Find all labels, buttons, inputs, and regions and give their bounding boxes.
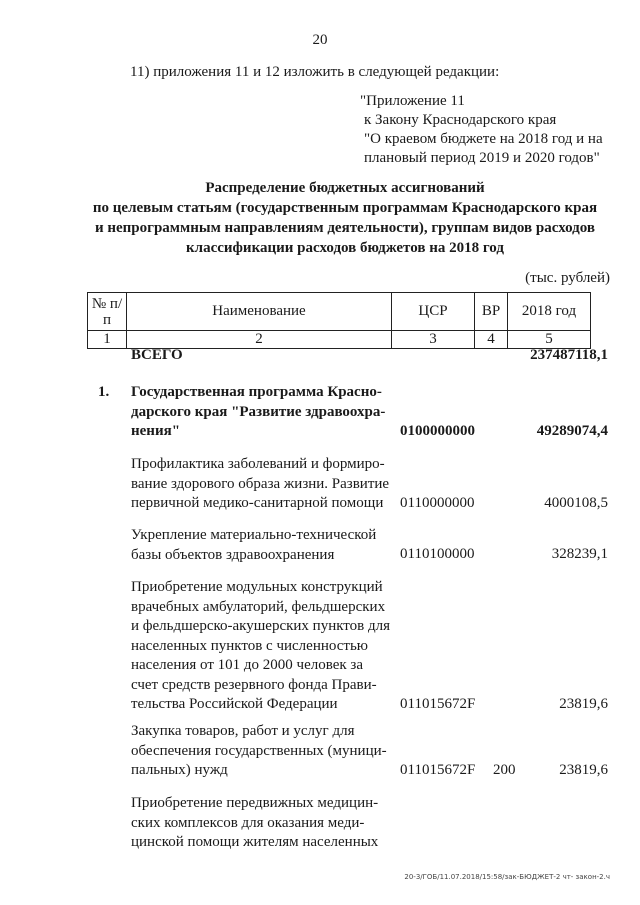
row-name-line: населения от 101 до 2000 человек за [131, 657, 363, 673]
row-number: 1. [98, 384, 110, 400]
row-value: 23819,6 [559, 696, 608, 712]
row-value: 4000108,5 [544, 495, 608, 511]
table-header [87, 292, 591, 349]
row-csr: 011015672F [400, 762, 476, 778]
title-line: классификации расходов бюджетов на 2018 год [186, 240, 504, 256]
appendix-line: "Приложение 11 [360, 93, 465, 109]
header-vr: ВР [475, 293, 508, 331]
row-value: 328239,1 [551, 546, 608, 562]
header-name: Наименование [127, 293, 392, 331]
total-value: 237487118,1 [530, 347, 608, 363]
row-name [131, 578, 393, 715]
row-name-line: Государственная программа Красно- [131, 384, 382, 400]
appendix-line: к Закону Краснодарского края [364, 112, 557, 128]
appendix-line: "О краевом бюджете на 2018 год и на [364, 131, 603, 147]
row-name-line: врачебных амбулаторий, фельдшерских [131, 598, 386, 615]
row-csr: 011015672F [400, 696, 476, 712]
row-value: 49289074,4 [536, 423, 608, 439]
row-csr: 0110100000 [400, 546, 475, 562]
row-name-line: и фельдшерско-акушерских пунктов для [131, 618, 391, 634]
row-name-line: Закупка товаров, работ и услуг для [131, 723, 355, 739]
document-title [90, 178, 600, 258]
col-number: 3 [392, 331, 475, 349]
row-name [131, 455, 393, 514]
title-line: по целевым статьям (государственным программам Краснодарского края [92, 200, 598, 216]
col-number: 5 [508, 331, 591, 349]
row-name-line: населенных пунктов с численностью [131, 637, 369, 654]
row-csr: 0100000000 [400, 423, 475, 439]
row-name-line: пальных) нужд [131, 762, 228, 778]
row-name-line: Приобретение передвижных медицин- [131, 795, 379, 811]
row-csr: 0110000000 [400, 495, 475, 511]
row-name-line: Приобретение модульных конструкций [131, 579, 383, 595]
header-year: 2018 год [508, 293, 591, 331]
row-name-line: вание здорового образа жизни. Развитие [131, 475, 390, 492]
row-name [131, 794, 393, 853]
row-name-line: тельства Российской Федерации [131, 696, 338, 712]
row-name-line: счет средств резервного фонда Прави- [131, 676, 377, 693]
row-value: 23819,6 [559, 762, 608, 778]
header-no: № п/п [88, 293, 127, 331]
appendix-line: плановый период 2019 и 2020 годов" [364, 150, 600, 166]
title-line: и непрограммным направлениям деятельности), группам видов расходов [94, 220, 596, 236]
row-name-line: ских комплексов для оказания меди- [131, 814, 365, 831]
row-name-line: дарского края "Развитие здравоохра- [131, 403, 386, 420]
row-name [131, 526, 393, 565]
page-number: 20 [312, 32, 328, 48]
footer-stamp: 20-3/ГОБ/11.07.2018/15:58/зак-БЮДЖЕТ-2 чт- закон-2.ч [404, 873, 610, 881]
title-line: Распределение бюджетных ассигнований [205, 180, 485, 196]
row-name-line: первичной медико-санитарной помощи [131, 495, 384, 511]
row-name-line: нения" [131, 423, 181, 439]
col-number: 2 [127, 331, 392, 349]
row-name-line: базы объектов здравоохранения [131, 546, 335, 563]
row-name [131, 383, 393, 442]
row-name-line: обеспечения государственных (муници- [131, 742, 387, 759]
total-label: ВСЕГО [131, 347, 183, 363]
col-number: 4 [475, 331, 508, 349]
units-label: (тыс. рублей) [525, 270, 610, 286]
appendix-header [360, 92, 603, 168]
col-number: 1 [88, 331, 127, 349]
row-name-line: Укрепление материально-технической [131, 527, 377, 543]
header-csr: ЦСР [392, 293, 475, 331]
row-vr: 200 [493, 762, 516, 778]
intro-text: 11) приложения 11 и 12 изложить в следующей редакции: [130, 64, 500, 80]
row-name [131, 722, 393, 781]
row-name-line: цинской помощи жителям населенных [131, 834, 379, 850]
row-name-line: Профилактика заболеваний и формиро- [131, 456, 385, 472]
